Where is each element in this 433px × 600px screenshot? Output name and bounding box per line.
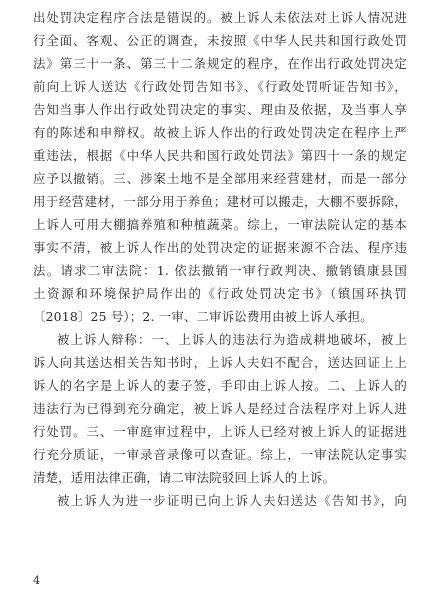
text-line: 被上诉人辩称：一、上诉人的违法行为造成耕地破坏，被上 [57, 332, 407, 347]
text-line: 有的陈述和申辩权。故被上诉人作出的行政处罚决定在程序上严 [33, 125, 407, 140]
text-line: 事实不清，被上诉人作出的处罚决定的证据来源不合法、程序违 [33, 240, 407, 255]
text-line: 违法行为已得到充分确定，被上诉人是经过合法程序对上诉人进 [33, 401, 407, 416]
text-line: 土资源和环境保护局作出的《行政处罚决定书》（镇国环执罚 [33, 286, 407, 301]
text-line: 重违法，根据《中华人民共和国行政处罚法》第四十一条的规定 [33, 148, 407, 163]
paragraph-1 [33, 6, 407, 328]
text-line: 诉人向其送达相关告知书时，上诉人夫妇不配合，送达回证上上 [33, 355, 407, 370]
text-line: 行全面、客观、公正的调查，未按照《中华人民共和国行政处罚 [33, 33, 407, 48]
text-line: 行处罚。三、一审庭审过程中，上诉人已经对被上诉人的证据进 [33, 424, 407, 439]
text-line: 清楚，适用法律正确，请二审法院驳回上诉人的上诉。 [33, 470, 336, 485]
text-line: 上诉人可用大棚搞养殖和种植蔬菜。综上，一审法院认定的基本 [33, 217, 407, 232]
text-line: 告知当事人作出行政处罚决定的事实、理由及依据，及当事人享 [33, 102, 407, 117]
text-line: 法。请求二审法院：1. 依法撤销一审行政判决、撤销镇康县国 [33, 263, 407, 278]
text-line: 行充分质证，一审录音录像可以查证。综上，一审法院认定事实 [33, 447, 407, 462]
paragraph-3 [33, 489, 407, 512]
text-line: 〔2018〕25 号）；2. 一审、二审诉讼费用由被上诉人承担。 [33, 309, 373, 324]
paragraph-2 [33, 328, 407, 489]
text-line: 出处罚决定程序合法是错误的。被上诉人未依法对上诉人情况进 [33, 10, 407, 25]
text-line: 前向上诉人送达《行政处罚告知书》、《行政处罚听证告知书》， [33, 79, 407, 94]
text-line: 应予以撤销。三、涉案土地不是全部用来经营建材，而是一部分 [33, 171, 407, 186]
page-number: 4 [33, 574, 40, 587]
text-line: 被上诉人为进一步证明已向上诉人夫妇送达《告知书》，向 [57, 493, 407, 508]
text-line: 用于经营建材，一部分用于养鱼；建材可以搬走，大棚不要拆除， [33, 194, 407, 209]
text-line: 法》第三十一条、第三十二条规定的程序，在作出行政处罚决定 [33, 56, 407, 71]
document-page [33, 6, 407, 512]
text-line: 诉人的名字是上诉人的妻子签，手印由上诉人按。二、上诉人的 [33, 378, 407, 393]
